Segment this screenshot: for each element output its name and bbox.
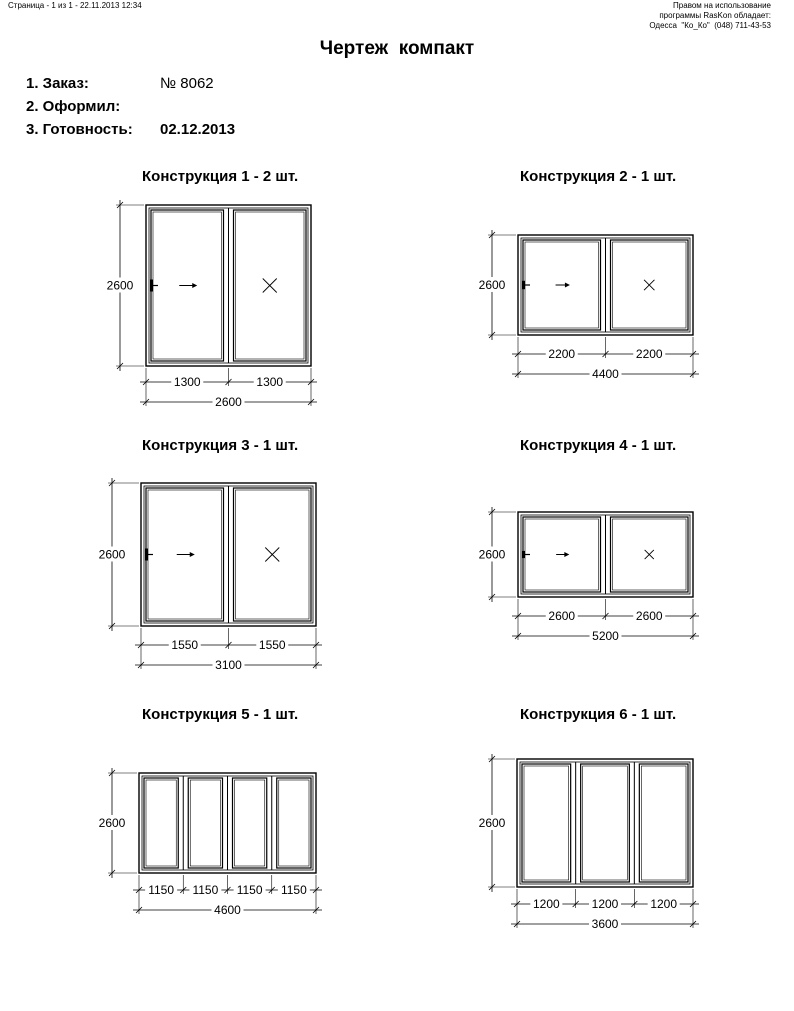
frame-inner (520, 762, 690, 884)
page-info: Страница - 1 из 1 - 22.11.2013 12:34 (8, 1, 142, 10)
arrow-head-icon (192, 283, 197, 288)
license-line-2: программы RasKon обладает: (659, 11, 771, 20)
height-label: 2600 (478, 816, 506, 830)
width-label: 1150 (280, 883, 307, 897)
construction-4-drawing (476, 507, 699, 643)
width-label: 1550 (171, 638, 199, 652)
width-label: 1300 (256, 375, 284, 389)
total-width-label: 3100 (215, 658, 242, 672)
height-label: 2600 (98, 547, 126, 562)
construction-1-drawing (104, 200, 317, 409)
width-label: 2600 (548, 609, 576, 623)
total-width-label: 2600 (215, 395, 242, 409)
width-label: 2200 (635, 347, 663, 361)
total-width-label: 4400 (592, 367, 619, 381)
construction-6-title: Конструкция 6 - 1 шт. (520, 706, 677, 723)
document-title: Чертеж компакт (319, 38, 475, 59)
ready-label: 3. Готовность: (26, 121, 133, 138)
glass-2 (190, 780, 220, 866)
construction-3-drawing (96, 478, 322, 672)
sash-4 (277, 778, 311, 868)
arrow-head-icon (564, 552, 569, 557)
construction-2-title: Конструкция 2 - 1 шт. (520, 168, 677, 185)
author-label: 2. Оформил: (26, 98, 121, 115)
construction-5-title: Конструкция 5 - 1 шт. (142, 706, 299, 723)
glass-2 (583, 766, 628, 880)
sash-2 (188, 778, 222, 868)
glass-3 (235, 780, 265, 866)
ready-date: 02.12.2013 (160, 121, 236, 138)
license-line-1: Правом на использование (673, 1, 771, 10)
width-label: 1200 (532, 897, 560, 911)
glass-4 (279, 780, 309, 866)
construction-6-drawing (476, 754, 699, 931)
order-number: № 8062 (160, 75, 214, 92)
total-width-label: 4600 (214, 903, 241, 917)
sash-3 (639, 764, 688, 882)
sash-1 (144, 778, 178, 868)
width-label: 1200 (650, 897, 678, 911)
frame-outer (517, 759, 693, 887)
sash-1 (522, 764, 571, 882)
height-label: 2600 (478, 547, 506, 562)
construction-3-title: Конструкция 3 - 1 шт. (142, 437, 299, 454)
construction-5-drawing (96, 768, 322, 917)
arrow-head-icon (565, 283, 570, 288)
glass-1 (146, 780, 176, 866)
width-label: 1550 (258, 638, 286, 652)
glass-3 (641, 766, 686, 880)
license-line-3: Одесса "Ко_Ко" (048) 711-43-53 (649, 21, 771, 30)
width-label: 1300 (173, 375, 201, 389)
height-label: 2600 (478, 278, 506, 292)
width-label: 2200 (548, 347, 576, 361)
width-label: 1150 (148, 883, 175, 897)
total-width-label: 3600 (591, 917, 619, 931)
sash-3 (233, 778, 267, 868)
construction-2-drawing (476, 230, 699, 381)
order-label: 1. Заказ: (26, 75, 89, 92)
arrow-head-icon (190, 552, 195, 557)
total-width-label: 5200 (592, 629, 619, 643)
width-label: 1150 (192, 883, 219, 897)
glass-1 (524, 766, 569, 880)
sash-2 (581, 764, 630, 882)
construction-1-title: Конструкция 1 - 2 шт. (142, 168, 299, 185)
width-label: 2600 (635, 609, 663, 623)
height-label: 2600 (98, 816, 126, 830)
width-label: 1200 (591, 897, 619, 911)
width-label: 1150 (236, 883, 263, 897)
construction-4-title: Конструкция 4 - 1 шт. (520, 437, 677, 454)
height-label: 2600 (106, 278, 134, 293)
